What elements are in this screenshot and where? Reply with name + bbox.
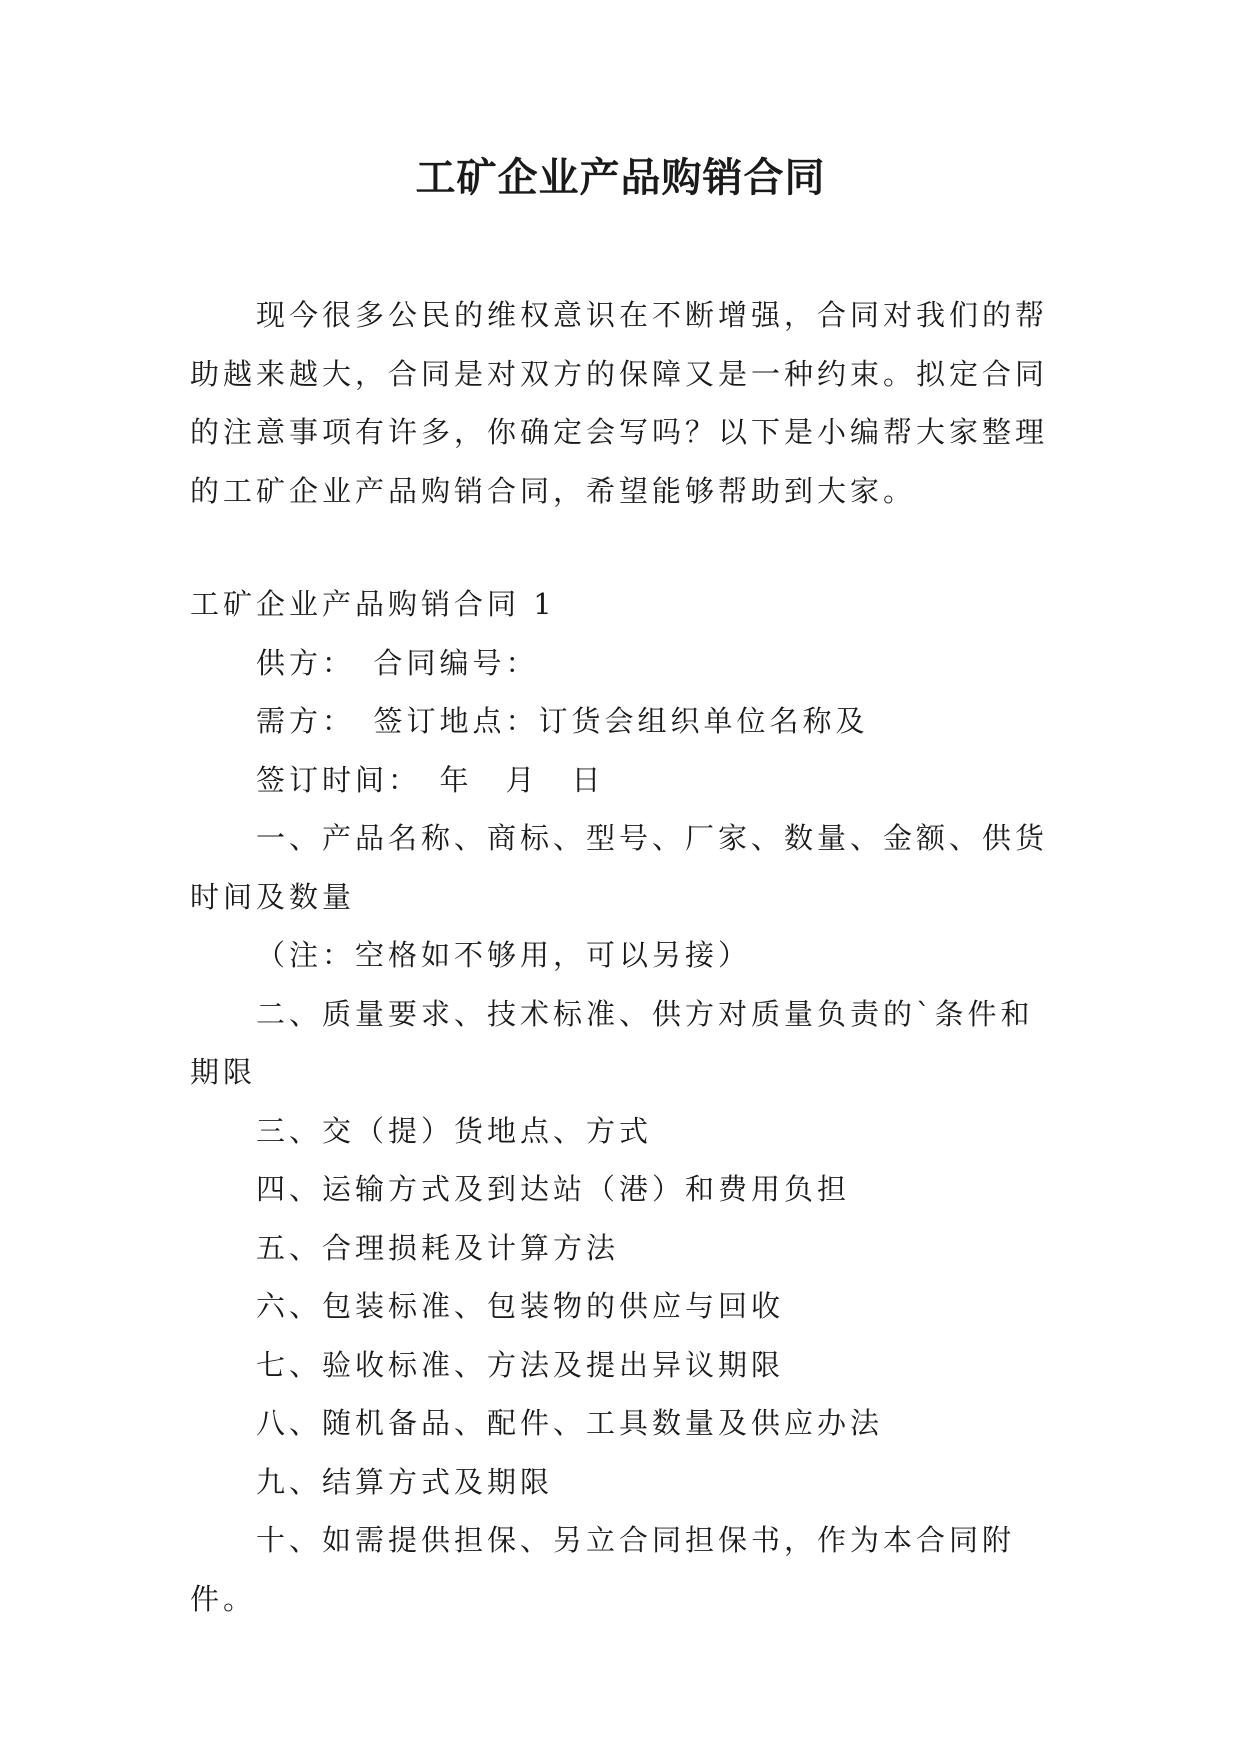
- clause-5: 五、合理损耗及计算方法: [256, 1230, 620, 1265]
- intro-paragraph: 现今很多公民的维权意识在不断增强，合同对我们的帮助越来越大，合同是对双方的保障又是一种约束。拟定合同的注意事项有许多，你确定会写吗？以下是小编帮大家整理的工矿企业产品购销合同，希望能够帮助到大家。: [190, 298, 1049, 508]
- supplier-line: 供方： 合同编号：: [256, 645, 539, 680]
- buyer-line: 需方： 签订地点：订货会组织单位名称及: [256, 704, 869, 738]
- contract-heading: 工矿企业产品购销合同 1: [190, 587, 556, 621]
- clause-8: 八、随机备品、配件、工具数量及供应办法: [256, 1406, 884, 1440]
- signing-time-line: 签订时间： 年 月 日: [256, 762, 605, 797]
- clause-3: 三、交（提）货地点、方式: [256, 1113, 653, 1148]
- clause-7: 七、验收标准、方法及提出异议期限: [256, 1347, 785, 1382]
- clause-9: 九、结算方式及期限: [256, 1464, 554, 1499]
- clause-10: 十、如需提供担保、另立合同担保书，作为本合同附件。: [190, 1523, 1016, 1616]
- clause-2: 二、质量要求、技术标准、供方对质量负责的`条件和期限: [190, 996, 1034, 1089]
- document-title: 工矿企业产品购销合同: [415, 154, 826, 201]
- clause-6: 六、包装标准、包装物的供应与回收: [256, 1289, 785, 1323]
- clause-4: 四、运输方式及到达站（港）和费用负担: [256, 1172, 851, 1206]
- clause-1-note: （注：空格如不够用，可以另接）: [256, 938, 752, 972]
- contract-section: [190, 575, 1052, 1628]
- clause-1: 一、产品名称、商标、型号、厂家、数量、金额、供货时间及数量: [190, 821, 1049, 914]
